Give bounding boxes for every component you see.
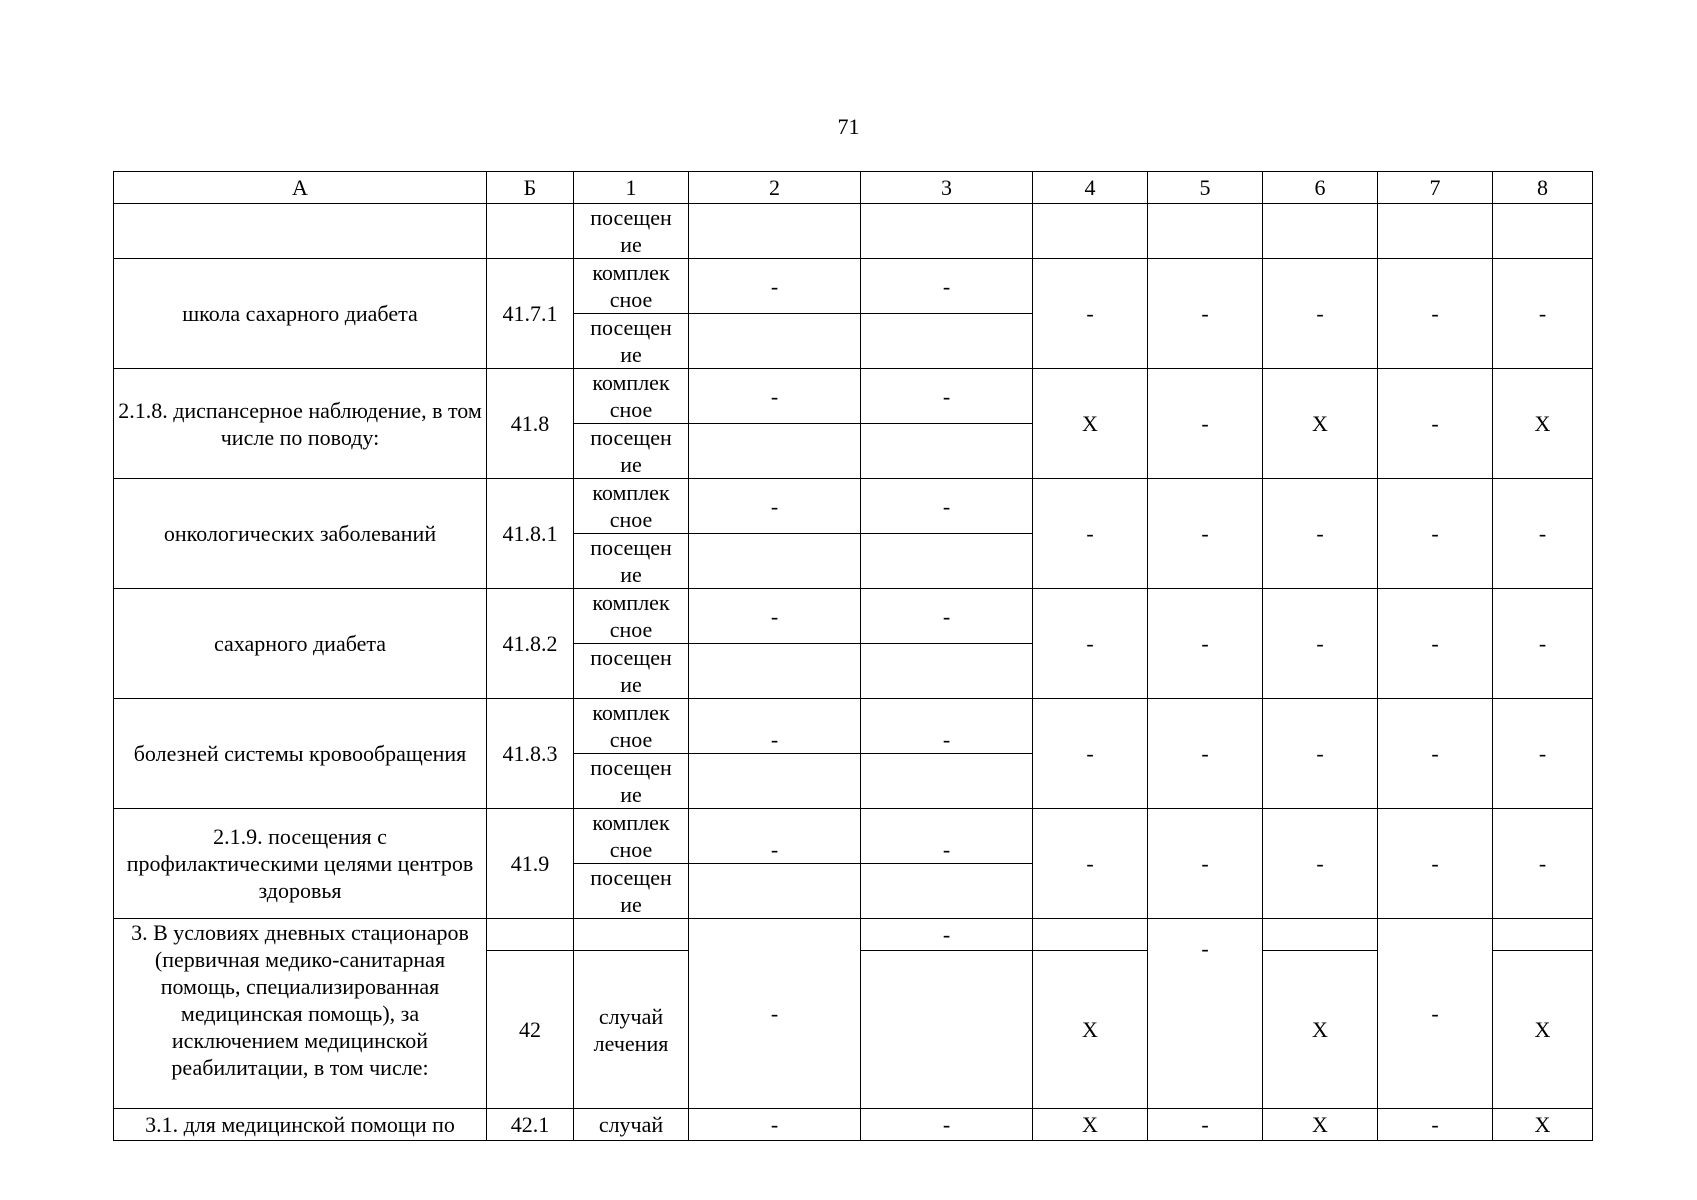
cell-col-2: - [689, 259, 861, 314]
cell-col-8: - [1493, 699, 1593, 809]
cell-col-5: - [1148, 259, 1263, 369]
cell-col-8: - [1493, 589, 1593, 699]
cell-col-4: Х [1033, 1109, 1148, 1141]
cell-col-6: - [1263, 699, 1378, 809]
cell-col-2: - [689, 809, 861, 864]
cell-empty [574, 919, 689, 951]
cell-empty [689, 754, 861, 809]
table-row [114, 919, 1593, 951]
cell-empty [1263, 919, 1378, 951]
cell-col-6: - [1263, 589, 1378, 699]
table-row [114, 699, 1593, 754]
cell-col-8: Х [1493, 951, 1593, 1109]
cell-col-2: - [689, 369, 861, 424]
cell-empty [861, 424, 1033, 479]
cell-empty [1033, 204, 1148, 259]
row-code: 41.9 [487, 809, 574, 919]
cell-empty [689, 864, 861, 919]
row-code: 41.7.1 [487, 259, 574, 369]
row-unit-bottom: посещен ие [574, 864, 689, 919]
cell-col-7: - [1378, 699, 1493, 809]
cell-col-2: - [689, 1109, 861, 1141]
cell-empty [689, 534, 861, 589]
cell-empty [1378, 204, 1493, 259]
cell-col-2: - [689, 589, 861, 644]
cell-empty [861, 534, 1033, 589]
cell-empty [689, 644, 861, 699]
cell-col-7: - [1378, 369, 1493, 479]
data-table [113, 171, 1593, 1141]
cell-col-4: Х [1033, 369, 1148, 479]
cell-col-7: - [1378, 589, 1493, 699]
row-code: 42.1 [487, 1109, 574, 1141]
row-name: 2.1.9. посещения с профилактическими целями центров здоровья [114, 809, 487, 919]
row-code [487, 204, 574, 259]
row-unit-bottom: посещен ие [574, 424, 689, 479]
row-code: 41.8.3 [487, 699, 574, 809]
row-code: 41.8.2 [487, 589, 574, 699]
cell-empty [487, 919, 574, 951]
cell-col-8: - [1493, 259, 1593, 369]
row-unit: случай [574, 1109, 689, 1141]
row-name: онкологических заболеваний [114, 479, 487, 589]
cell-col-6: - [1263, 809, 1378, 919]
cell-empty [1493, 919, 1593, 951]
cell-col-6: - [1263, 479, 1378, 589]
header-cell-b: Б [487, 172, 574, 204]
cell-col-6: Х [1263, 951, 1378, 1109]
row-name: болезней системы кровообращения [114, 699, 487, 809]
row-unit-top: комплек сное [574, 699, 689, 754]
cell-col-3: - [861, 1109, 1033, 1141]
cell-col-4: - [1033, 259, 1148, 369]
cell-col-3: - [861, 479, 1033, 534]
cell-empty [689, 204, 861, 259]
cell-empty [861, 951, 1033, 1109]
cell-col-6: Х [1263, 369, 1378, 479]
cell-col-4: - [1033, 809, 1148, 919]
header-cell-6: 6 [1263, 172, 1378, 204]
cell-col-7: - [1378, 919, 1493, 1109]
header-cell-a: А [114, 172, 487, 204]
table-row [114, 259, 1593, 314]
cell-col-5: - [1148, 589, 1263, 699]
row-name: школа сахарного диабета [114, 259, 487, 369]
row-unit: посещен ие [574, 204, 689, 259]
cell-empty [1493, 204, 1593, 259]
table-row [114, 479, 1593, 534]
cell-col-2: - [689, 479, 861, 534]
cell-col-7: - [1378, 809, 1493, 919]
row-name: 2.1.8. диспансерное наблюдение, в том числе по поводу: [114, 369, 487, 479]
cell-col-4: - [1033, 699, 1148, 809]
cell-col-8: - [1493, 479, 1593, 589]
cell-col-3: - [861, 589, 1033, 644]
cell-col-4: Х [1033, 951, 1148, 1109]
cell-empty [689, 424, 861, 479]
cell-empty [1148, 204, 1263, 259]
page-number: 71 [837, 114, 860, 139]
cell-col-7: - [1378, 479, 1493, 589]
row-unit-top: комплек сное [574, 589, 689, 644]
row-code: 41.8.1 [487, 479, 574, 589]
cell-col-2: - [689, 699, 861, 754]
row-unit-bottom: посещен ие [574, 754, 689, 809]
cell-col-3: - [861, 699, 1033, 754]
row-unit-bottom: посещен ие [574, 644, 689, 699]
cell-empty [1033, 919, 1148, 951]
row-name: 3. В условиях дневных стационаров (первичная медико-санитарная помощь, специализированная медицинская помощь), за исключением медицинской реабилитации, в том числе: [114, 919, 487, 1109]
row-unit-top: комплек сное [574, 479, 689, 534]
cell-col-7: - [1378, 1109, 1493, 1141]
table-row [114, 1109, 1593, 1141]
header-cell-8: 8 [1493, 172, 1593, 204]
table-header-row [114, 172, 1593, 204]
cell-col-8: Х [1493, 1109, 1593, 1141]
cell-empty [861, 754, 1033, 809]
header-cell-7: 7 [1378, 172, 1493, 204]
table-row [114, 589, 1593, 644]
cell-col-3: - [861, 259, 1033, 314]
row-unit: случай лечения [574, 951, 689, 1109]
cell-col-2: - [689, 919, 861, 1109]
cell-col-5: - [1148, 809, 1263, 919]
row-code: 42 [487, 951, 574, 1109]
cell-empty [861, 204, 1033, 259]
row-name [114, 204, 487, 259]
cell-empty [861, 864, 1033, 919]
header-cell-3: 3 [861, 172, 1033, 204]
cell-col-8: - [1493, 809, 1593, 919]
cell-col-7: - [1378, 259, 1493, 369]
cell-col-3: - [861, 369, 1033, 424]
cell-col-5: - [1148, 1109, 1263, 1141]
cell-col-4: - [1033, 479, 1148, 589]
cell-col-4: - [1033, 589, 1148, 699]
row-name: 3.1. для медицинской помощи по [114, 1109, 487, 1141]
cell-empty [861, 644, 1033, 699]
row-unit-top: комплек сное [574, 259, 689, 314]
cell-col-3: - [861, 919, 1033, 951]
row-code: 41.8 [487, 369, 574, 479]
row-unit-top: комплек сное [574, 369, 689, 424]
table-row [114, 809, 1593, 864]
cell-col-5: - [1148, 699, 1263, 809]
table-row [114, 204, 1593, 259]
cell-col-6: Х [1263, 1109, 1378, 1141]
cell-empty [1263, 204, 1378, 259]
header-cell-1: 1 [574, 172, 689, 204]
header-cell-2: 2 [689, 172, 861, 204]
cell-col-5: - [1148, 369, 1263, 479]
header-cell-5: 5 [1148, 172, 1263, 204]
cell-col-6: - [1263, 259, 1378, 369]
cell-col-8: Х [1493, 369, 1593, 479]
cell-empty [861, 314, 1033, 369]
header-cell-4: 4 [1033, 172, 1148, 204]
cell-col-5: - [1148, 919, 1263, 1109]
cell-col-3: - [861, 809, 1033, 864]
row-unit-bottom: посещен ие [574, 314, 689, 369]
row-unit-bottom: посещен ие [574, 534, 689, 589]
row-name: сахарного диабета [114, 589, 487, 699]
cell-empty [689, 314, 861, 369]
table-row [114, 369, 1593, 424]
row-unit-top: комплек сное [574, 809, 689, 864]
cell-col-5: - [1148, 479, 1263, 589]
